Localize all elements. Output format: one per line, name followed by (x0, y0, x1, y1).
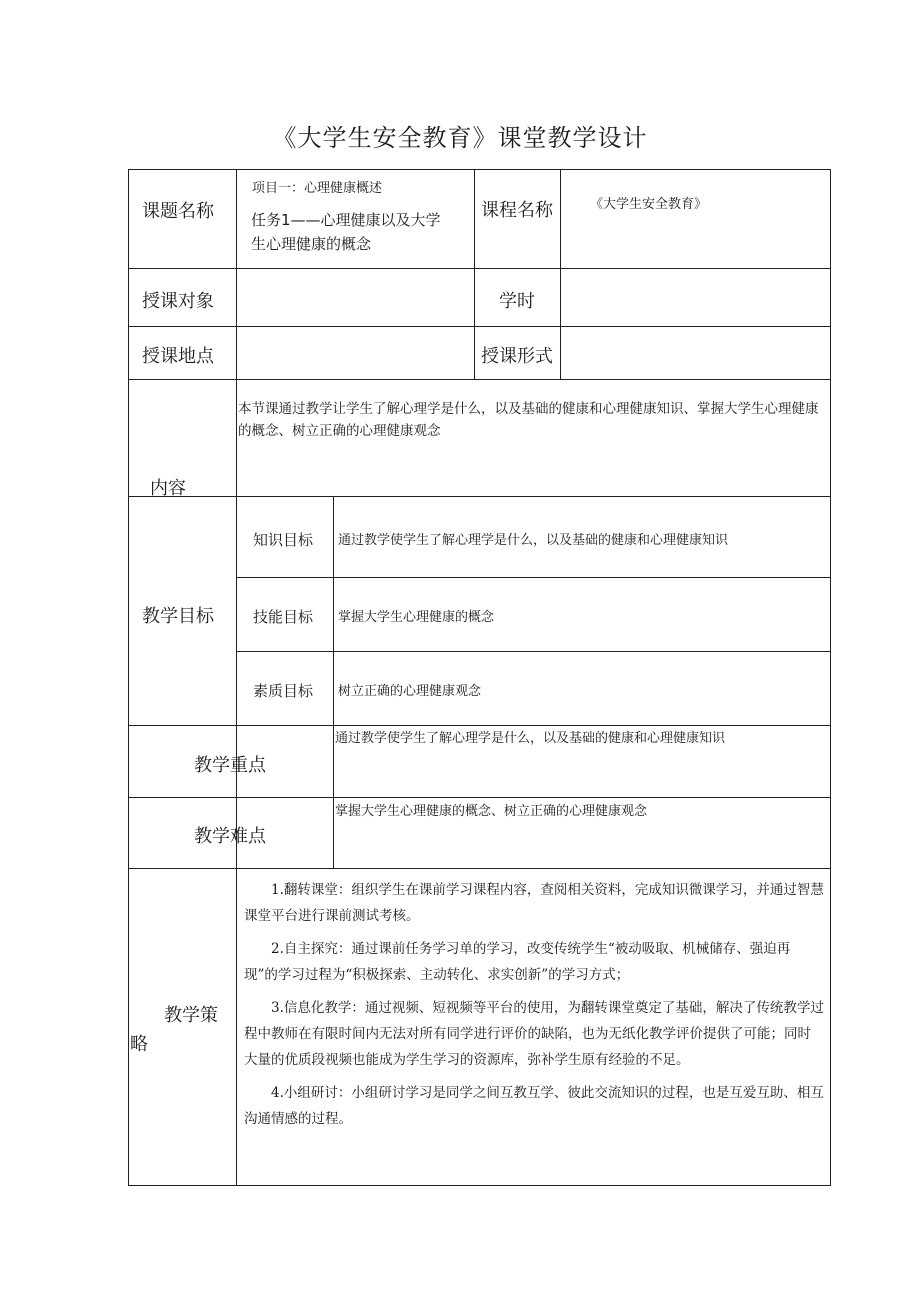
table-border (128, 797, 831, 798)
hours-label: 学时 (499, 291, 535, 312)
strategy-paragraph: 1.翻转课堂：组织学生在课前学习课程内容，查阅相关资料，完成知识微课学习，并通过智慧课堂平台进行课前测试考核。 (244, 882, 824, 924)
objective-label-knowledge: 知识目标 (253, 531, 314, 549)
course-label: 课程名称 (481, 200, 553, 221)
table-border (128, 1185, 831, 1186)
strategy-paragraph: 3.信息化教学：通过视频、短视频等平台的使用，为翻转课堂奠定了基础，解决了传统教学过程中教师在有限时间内无法对所有同学进行评价的缺陷，也为无纸化教学评价提供了可能；同时大量的优质段视频也能成为学生学习的资源库，弥补学生原有经验的不足。 (244, 1000, 824, 1068)
form-label: 授课形式 (481, 346, 553, 367)
page-title: 《大学生安全教育》课堂教学设计 (272, 124, 648, 152)
audience-label: 授课对象 (142, 291, 214, 312)
key-points-text: 通过教学使学生了解心理学是什么，以及基础的健康和心理健康知识 (335, 731, 726, 746)
objectives-label: 教学目标 (142, 606, 214, 627)
difficulties-label: 教学难点 (194, 826, 266, 847)
table-border (128, 379, 831, 380)
difficulties-text: 掌握大学生心理健康的概念、树立正确的心理健康观念 (335, 804, 648, 819)
course-value: 《大学生安全教育》 (590, 197, 708, 212)
location-label: 授课地点 (142, 346, 214, 367)
key-points-label: 教学重点 (194, 755, 266, 776)
task-name-line2: 生心理健康的概念 (251, 235, 372, 253)
table-border (560, 169, 561, 379)
table-border (333, 725, 334, 868)
table-border (236, 577, 831, 578)
strategy-label-line2: 略 (130, 1034, 148, 1055)
content-label: 内容 (150, 478, 186, 499)
lesson-design-table (128, 169, 831, 1186)
table-border (128, 725, 831, 726)
strategy-label-line1: 教学策 (164, 1005, 218, 1026)
table-border (128, 496, 831, 497)
objective-text-knowledge: 通过教学使学生了解心理学是什么，以及基础的健康和心理健康知识 (338, 533, 729, 548)
strategy-paragraphs (244, 877, 824, 1139)
objective-label-skill: 技能目标 (253, 608, 314, 626)
objective-label-quality: 素质目标 (253, 682, 314, 700)
project-name: 项目一：心理健康概述 (252, 181, 383, 196)
objective-text-quality: 树立正确的心理健康观念 (338, 684, 482, 699)
table-border (236, 651, 831, 652)
table-border (128, 169, 831, 170)
table-border (128, 326, 831, 327)
strategy-cell (128, 868, 831, 1185)
task-name-line1: 任务1——心理健康以及大学 (251, 211, 441, 229)
table-border (474, 169, 475, 379)
content-text: 本节课通过教学让学生了解心理学是什么，以及基础的健康和心理健康知识、掌握大学生心理健康的概念、树立正确的心理健康观念 (238, 401, 819, 439)
strategy-paragraph: 4.小组研讨：小组研讨学习是同学之间互教互学、彼此交流知识的过程，也是互爱互助、相互沟通情感的过程。 (244, 1085, 824, 1127)
strategy-paragraph: 2.自主探究：通过课前任务学习单的学习，改变传统学生“被动吸取、机械储存、强迫再现”的学习过程为“积极探索、主动转化、求实创新”的学习方式； (244, 941, 791, 983)
objective-text-skill: 掌握大学生心理健康的概念 (338, 610, 495, 625)
table-border (128, 268, 831, 269)
table-border (333, 496, 334, 725)
topic-label: 课题名称 (142, 201, 214, 222)
